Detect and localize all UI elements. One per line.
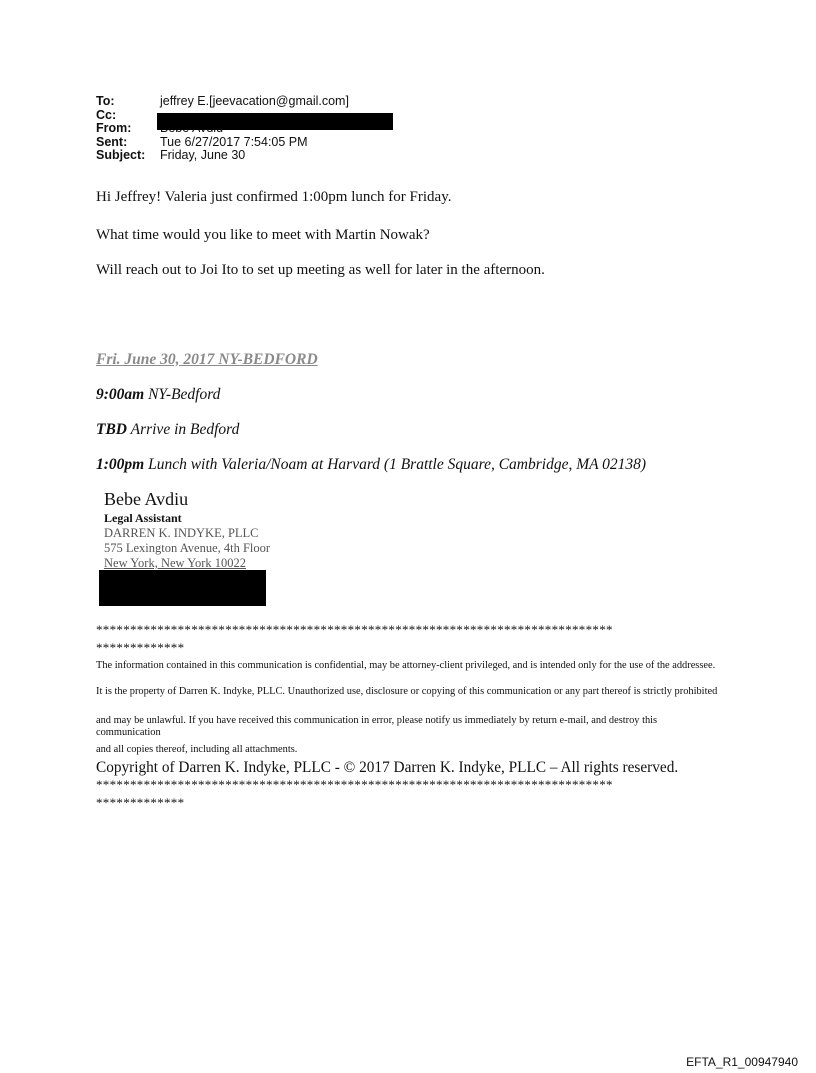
stars-divider-bottom: **************************************************************************** — [96, 777, 613, 792]
document-id: EFTA_R1_00947940 — [686, 1055, 798, 1069]
subject-label: Subject: — [96, 148, 146, 162]
to-label: To: — [96, 94, 115, 108]
sent-value: Tue 6/27/2017 7:54:05 PM — [160, 134, 308, 149]
signature-firm: DARREN K. INDYKE, PLLC — [104, 526, 259, 540]
disclaimer-paragraph-2: It is the property of Darren K. Indyke, PLLC. Unauthorized use, disclosure or copying of this communication or any part thereof is strictly prohibited — [96, 686, 718, 697]
schedule-item — [96, 386, 220, 404]
signature-address-1: 575 Lexington Avenue, 4th Floor — [104, 541, 271, 555]
from-label: From: — [96, 121, 132, 135]
disclaimer-paragraph-4: and all copies thereof, including all attachments. — [96, 744, 298, 755]
signature-name: Bebe Avdiu — [104, 489, 189, 509]
cc-redaction-bar — [157, 113, 393, 130]
copyright-line: Copyright of Darren K. Indyke, PLLC - © 2017 Darren K. Indyke, PLLC – All rights reserved. — [96, 759, 679, 776]
cc-label: Cc: — [96, 107, 117, 122]
to-row — [96, 95, 349, 109]
schedule-heading: Fri. June 30, 2017 NY-BEDFORD — [96, 351, 318, 368]
schedule-time: TBD — [96, 421, 127, 438]
schedule-time: 1:00pm — [96, 456, 145, 473]
signature-redaction-bar — [99, 570, 266, 606]
schedule-time: 9:00am — [96, 386, 145, 403]
body-line-3: Will reach out to Joi Ito to set up meeting as well for later in the afternoon. — [96, 262, 545, 278]
body-line-1: Hi Jeffrey! Valeria just confirmed 1:00pm lunch for Friday. — [96, 189, 452, 205]
to-value[interactable]: jeffrey E.[jeevacation@gmail.com] — [160, 94, 349, 108]
disclaimer-paragraph-3: and may be unlawful. If you have received this communication in error, please notify us immediately by return e-mail, and destroy this communication — [96, 715, 658, 738]
schedule-text: Lunch with Valeria/Noam at Harvard (1 Brattle Square, Cambridge, MA 02138) — [144, 456, 647, 473]
schedule-text: Arrive in Bedford — [127, 421, 240, 438]
stars-divider-top-tail: ************* — [96, 640, 185, 655]
schedule-text: NY-Bedford — [144, 386, 221, 403]
sent-row — [96, 136, 349, 150]
signature-address-2: New York, New York 10022 — [104, 556, 247, 570]
stars-divider-top: **************************************************************************** — [96, 622, 613, 637]
subject-value: Friday, June 30 — [160, 148, 246, 162]
signature-title: Legal Assistant — [104, 511, 182, 525]
subject-row — [96, 149, 349, 163]
schedule-item — [96, 421, 239, 439]
body-line-2: What time would you like to meet with Martin Nowak? — [96, 227, 430, 243]
schedule-item — [96, 456, 646, 474]
stars-divider-bottom-tail: ************* — [96, 795, 185, 810]
sent-label: Sent: — [96, 134, 128, 149]
disclaimer-paragraph-1: The information contained in this communication is confidential, may be attorney-client privileged, and is intended only for the use of the addressee. — [96, 660, 716, 671]
